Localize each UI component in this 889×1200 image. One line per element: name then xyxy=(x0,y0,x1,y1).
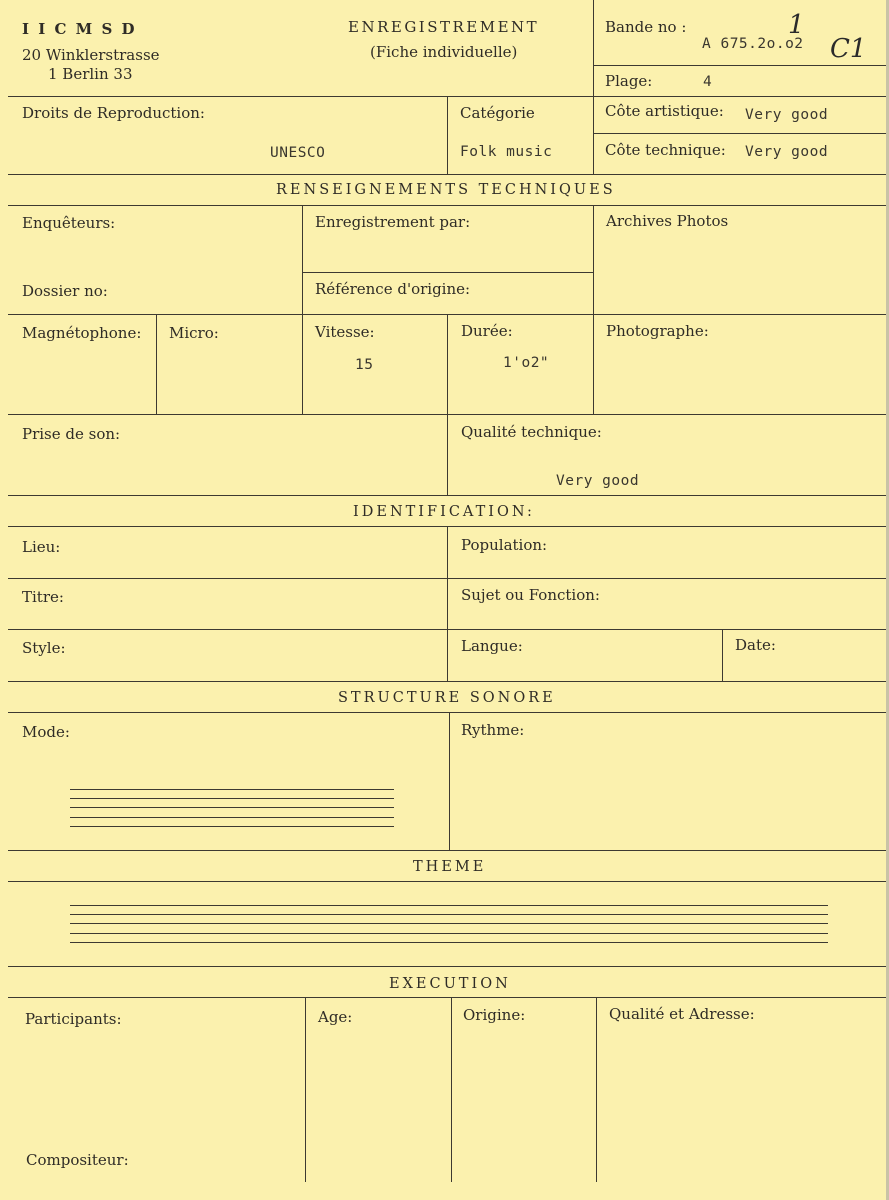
address-city: 1 Berlin 33 xyxy=(48,65,133,83)
qualite-adresse-label: Qualité et Adresse: xyxy=(609,1005,755,1023)
enqueteurs-label: Enquêteurs: xyxy=(22,214,116,232)
staff-line xyxy=(70,789,394,790)
duree-label: Durée: xyxy=(461,322,513,340)
staff-line xyxy=(70,923,828,924)
cote-artistique-value: Very good xyxy=(745,107,829,123)
staff-line xyxy=(70,826,394,827)
divider xyxy=(593,0,594,174)
divider xyxy=(596,997,597,1182)
cote-technique-value: Very good xyxy=(745,144,829,160)
date-label: Date: xyxy=(735,636,776,654)
population-label: Population: xyxy=(461,536,548,554)
micro-label: Micro: xyxy=(169,324,219,342)
divider xyxy=(8,205,886,206)
divider xyxy=(302,272,593,273)
divider xyxy=(8,174,886,175)
divider xyxy=(8,712,886,713)
divider xyxy=(8,681,886,682)
staff-line xyxy=(70,807,394,808)
institute-acronym: I I C M S D xyxy=(22,20,137,38)
divider xyxy=(156,314,157,414)
reference-label: Référence d'origine: xyxy=(315,280,471,298)
lieu-label: Lieu: xyxy=(22,538,61,556)
plage-label: Plage: xyxy=(605,72,653,90)
age-label: Age: xyxy=(318,1008,353,1026)
form-title: ENREGISTREMENT xyxy=(348,18,540,36)
section-heading-execution: EXECUTION xyxy=(389,976,511,992)
divider xyxy=(447,526,448,681)
section-heading-structure: STRUCTURE SONORE xyxy=(338,690,556,706)
duree-value: 1'o2" xyxy=(503,355,550,371)
style-label: Style: xyxy=(22,639,66,657)
divider xyxy=(8,966,886,967)
staff-line xyxy=(70,933,828,934)
sujet-label: Sujet ou Fonction: xyxy=(461,586,600,604)
section-heading-theme: THEME xyxy=(413,859,487,875)
staff-line xyxy=(70,942,828,943)
divider xyxy=(593,65,886,66)
archives-photos-label: Archives Photos xyxy=(606,212,729,230)
divider xyxy=(8,881,886,882)
plage-value: 4 xyxy=(703,74,713,90)
compositeur-label: Compositeur: xyxy=(26,1151,129,1169)
divider xyxy=(451,997,452,1182)
staff-line xyxy=(70,905,828,906)
staff-line xyxy=(70,817,394,818)
staff-line xyxy=(70,798,394,799)
divider xyxy=(447,314,448,495)
divider xyxy=(447,96,448,174)
categorie-value: Folk music xyxy=(460,144,553,160)
divider xyxy=(593,133,886,134)
bande-handwritten-digit: 1 xyxy=(788,10,805,40)
droits-value: UNESCO xyxy=(270,145,326,161)
titre-label: Titre: xyxy=(22,588,64,606)
address-street: 20 Winklerstrasse xyxy=(22,46,160,64)
participants-label: Participants: xyxy=(25,1010,122,1028)
divider xyxy=(593,205,594,414)
vitesse-value: 15 xyxy=(355,357,374,373)
droits-label: Droits de Reproduction: xyxy=(22,104,205,122)
vitesse-label: Vitesse: xyxy=(315,323,375,341)
qualite-technique-value: Very good xyxy=(556,473,640,489)
bande-handwritten-mark: C1 xyxy=(830,34,867,64)
section-heading-technical: RENSEIGNEMENTS TECHNIQUES xyxy=(276,182,616,198)
rythme-label: Rythme: xyxy=(461,721,525,739)
form-subtitle: (Fiche individuelle) xyxy=(370,43,518,61)
divider xyxy=(302,205,303,414)
dossier-label: Dossier no: xyxy=(22,282,108,300)
langue-label: Langue: xyxy=(461,637,523,655)
mode-label: Mode: xyxy=(22,723,70,741)
bande-label: Bande no : xyxy=(605,18,687,36)
bande-value: A 675.2o.o2 xyxy=(702,36,804,52)
divider xyxy=(8,495,886,496)
cote-artistique-label: Côte artistique: xyxy=(605,102,724,120)
divider xyxy=(8,997,886,998)
staff-line xyxy=(70,914,828,915)
categorie-label: Catégorie xyxy=(460,104,535,122)
magnetophone-label: Magnétophone: xyxy=(22,324,142,342)
cote-technique-label: Côte technique: xyxy=(605,141,726,159)
divider xyxy=(305,997,306,1182)
origine-label: Origine: xyxy=(463,1006,526,1024)
enregistrement-par-label: Enregistrement par: xyxy=(315,213,471,231)
qualite-technique-label: Qualité technique: xyxy=(461,423,602,441)
divider xyxy=(449,712,450,850)
prise-de-son-label: Prise de son: xyxy=(22,425,121,443)
divider xyxy=(8,850,886,851)
section-heading-identification: IDENTIFICATION: xyxy=(353,504,535,520)
photographe-label: Photographe: xyxy=(606,322,709,340)
divider xyxy=(722,629,723,681)
